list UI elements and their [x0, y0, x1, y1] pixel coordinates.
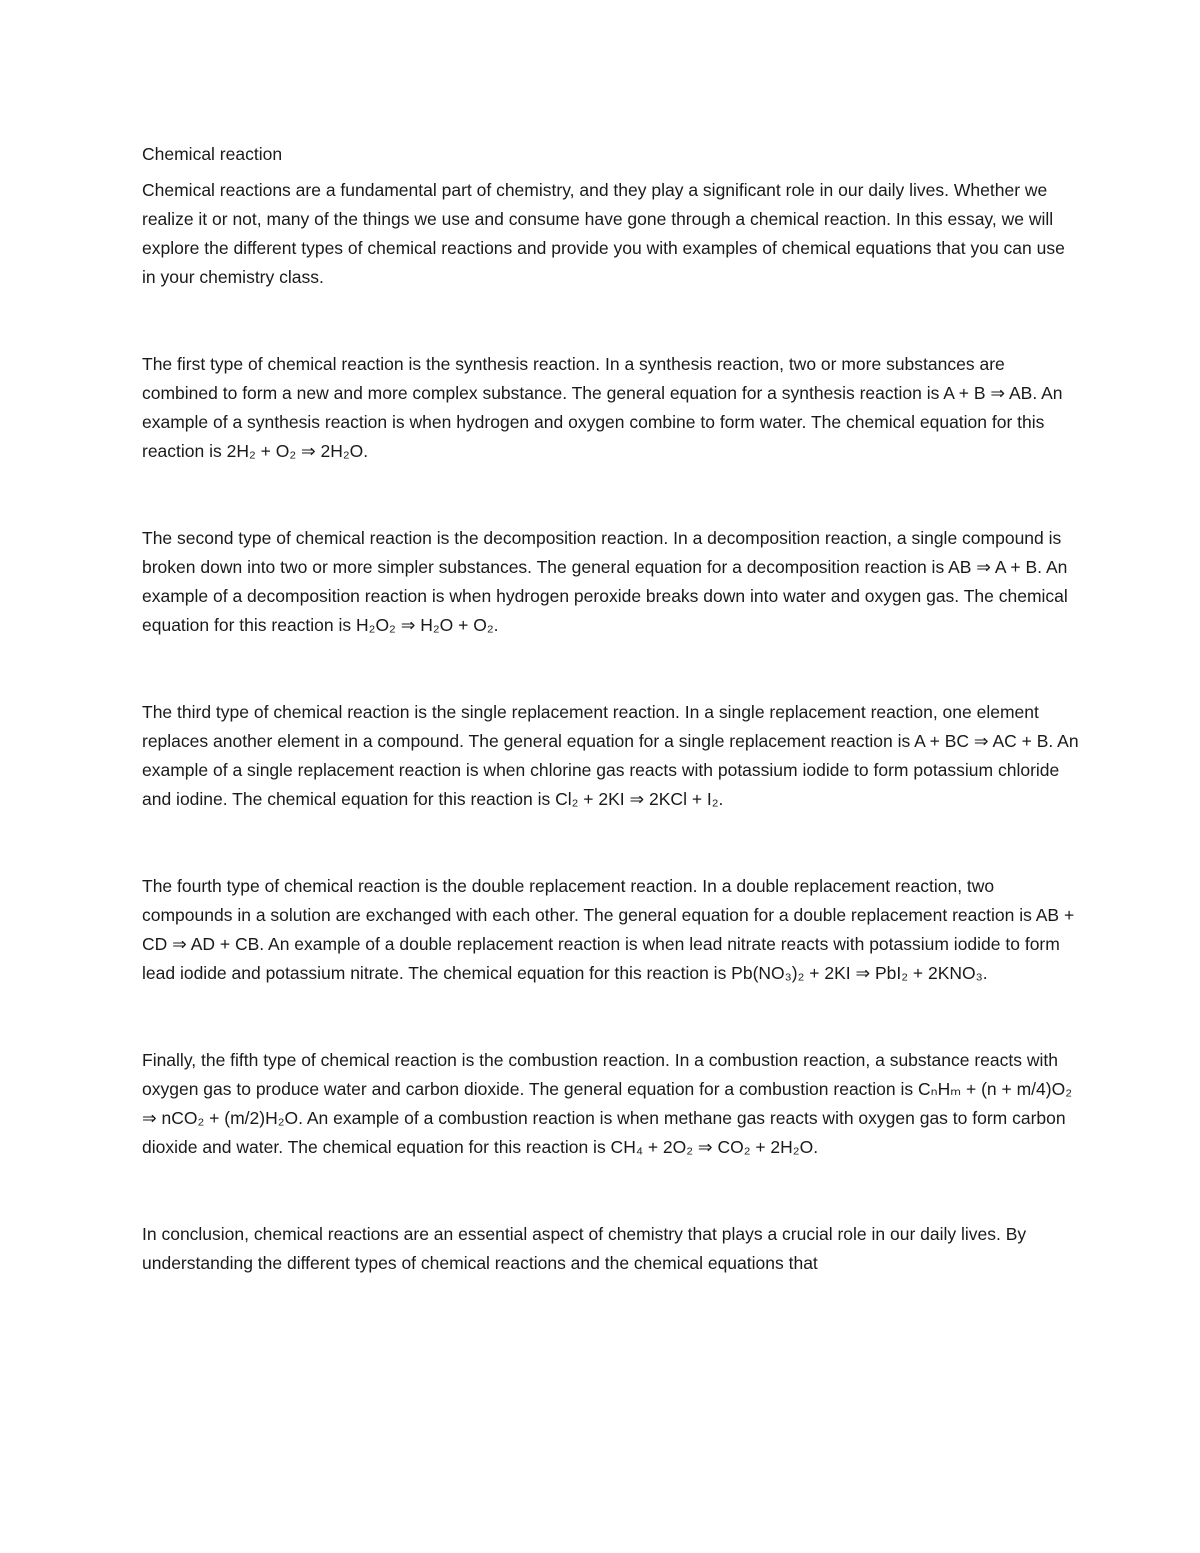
paragraph-decomposition: The second type of chemical reaction is the decomposition reaction. In a decomposition reaction, a single compound is broken down into two or more simpler substances. The general equation for a decomposition reaction is AB ⇒ A + B. An example of a decomposition reaction is when hydrogen peroxide breaks down into water and oxygen gas. The chemical equation for this reaction is H₂O₂ ⇒ H₂O + O₂. [142, 528, 1068, 635]
document-title: Chemical reaction [142, 144, 283, 164]
paragraph-single-replacement: The third type of chemical reaction is the single replacement reaction. In a single replacement reaction, one element replaces another element in a compound. The general equation for a single replacement reaction is A + BC ⇒ AC + B. An example of a single replacement reaction is when chlorine gas reacts with potassium iodide to form potassium chloride and iodine. The chemical equation for this reaction is Cl₂ + 2KI ⇒ 2KCl + I₂. [142, 702, 1079, 809]
paragraph-double-replacement: The fourth type of chemical reaction is the double replacement reaction. In a double replacement reaction, two compounds in a solution are exchanged with each other. The general equation for a double replacement reaction is AB + CD ⇒ AD + CB. An example of a double replacement reaction is when lead nitrate reacts with potassium iodide to form lead iodide and potassium nitrate. The chemical equation for this reaction is Pb(NO₃)₂ + 2KI ⇒ PbI₂ + 2KNO₃. [142, 876, 1075, 983]
paragraph-conclusion: In conclusion, chemical reactions are an essential aspect of chemistry that plays a crucial role in our daily lives. By understanding the different types of chemical reactions and the chemical equations that [142, 1224, 1027, 1273]
paragraph-synthesis: The first type of chemical reaction is the synthesis reaction. In a synthesis reaction, two or more substances are combined to form a new and more complex substance. The general equation for a synthesis reaction is A + B ⇒ AB. An example of a synthesis reaction is when hydrogen and oxygen combine to form water. The chemical equation for this reaction is 2H₂ + O₂ ⇒ 2H₂O. [142, 354, 1063, 461]
document-body [142, 140, 1082, 1278]
paragraph-intro: Chemical reactions are a fundamental part of chemistry, and they play a significant role in our daily lives. Whether we realize it or not, many of the things we use and consume have gone through a chemical reaction. In this essay, we will explore the different types of chemical reactions and provide you with examples of chemical equations that you can use in your chemistry class. [142, 180, 1065, 287]
paragraph-combustion: Finally, the fifth type of chemical reaction is the combustion reaction. In a combustion reaction, a substance reacts with oxygen gas to produce water and carbon dioxide. The general equation for a combustion reaction is CₙHₘ + (n + m/4)O₂ ⇒ nCO₂ + (m/2)H₂O. An example of a combustion reaction is when methane gas reacts with oxygen gas to form carbon dioxide and water. The chemical equation for this reaction is CH₄ + 2O₂ ⇒ CO₂ + 2H₂O. [142, 1050, 1073, 1157]
